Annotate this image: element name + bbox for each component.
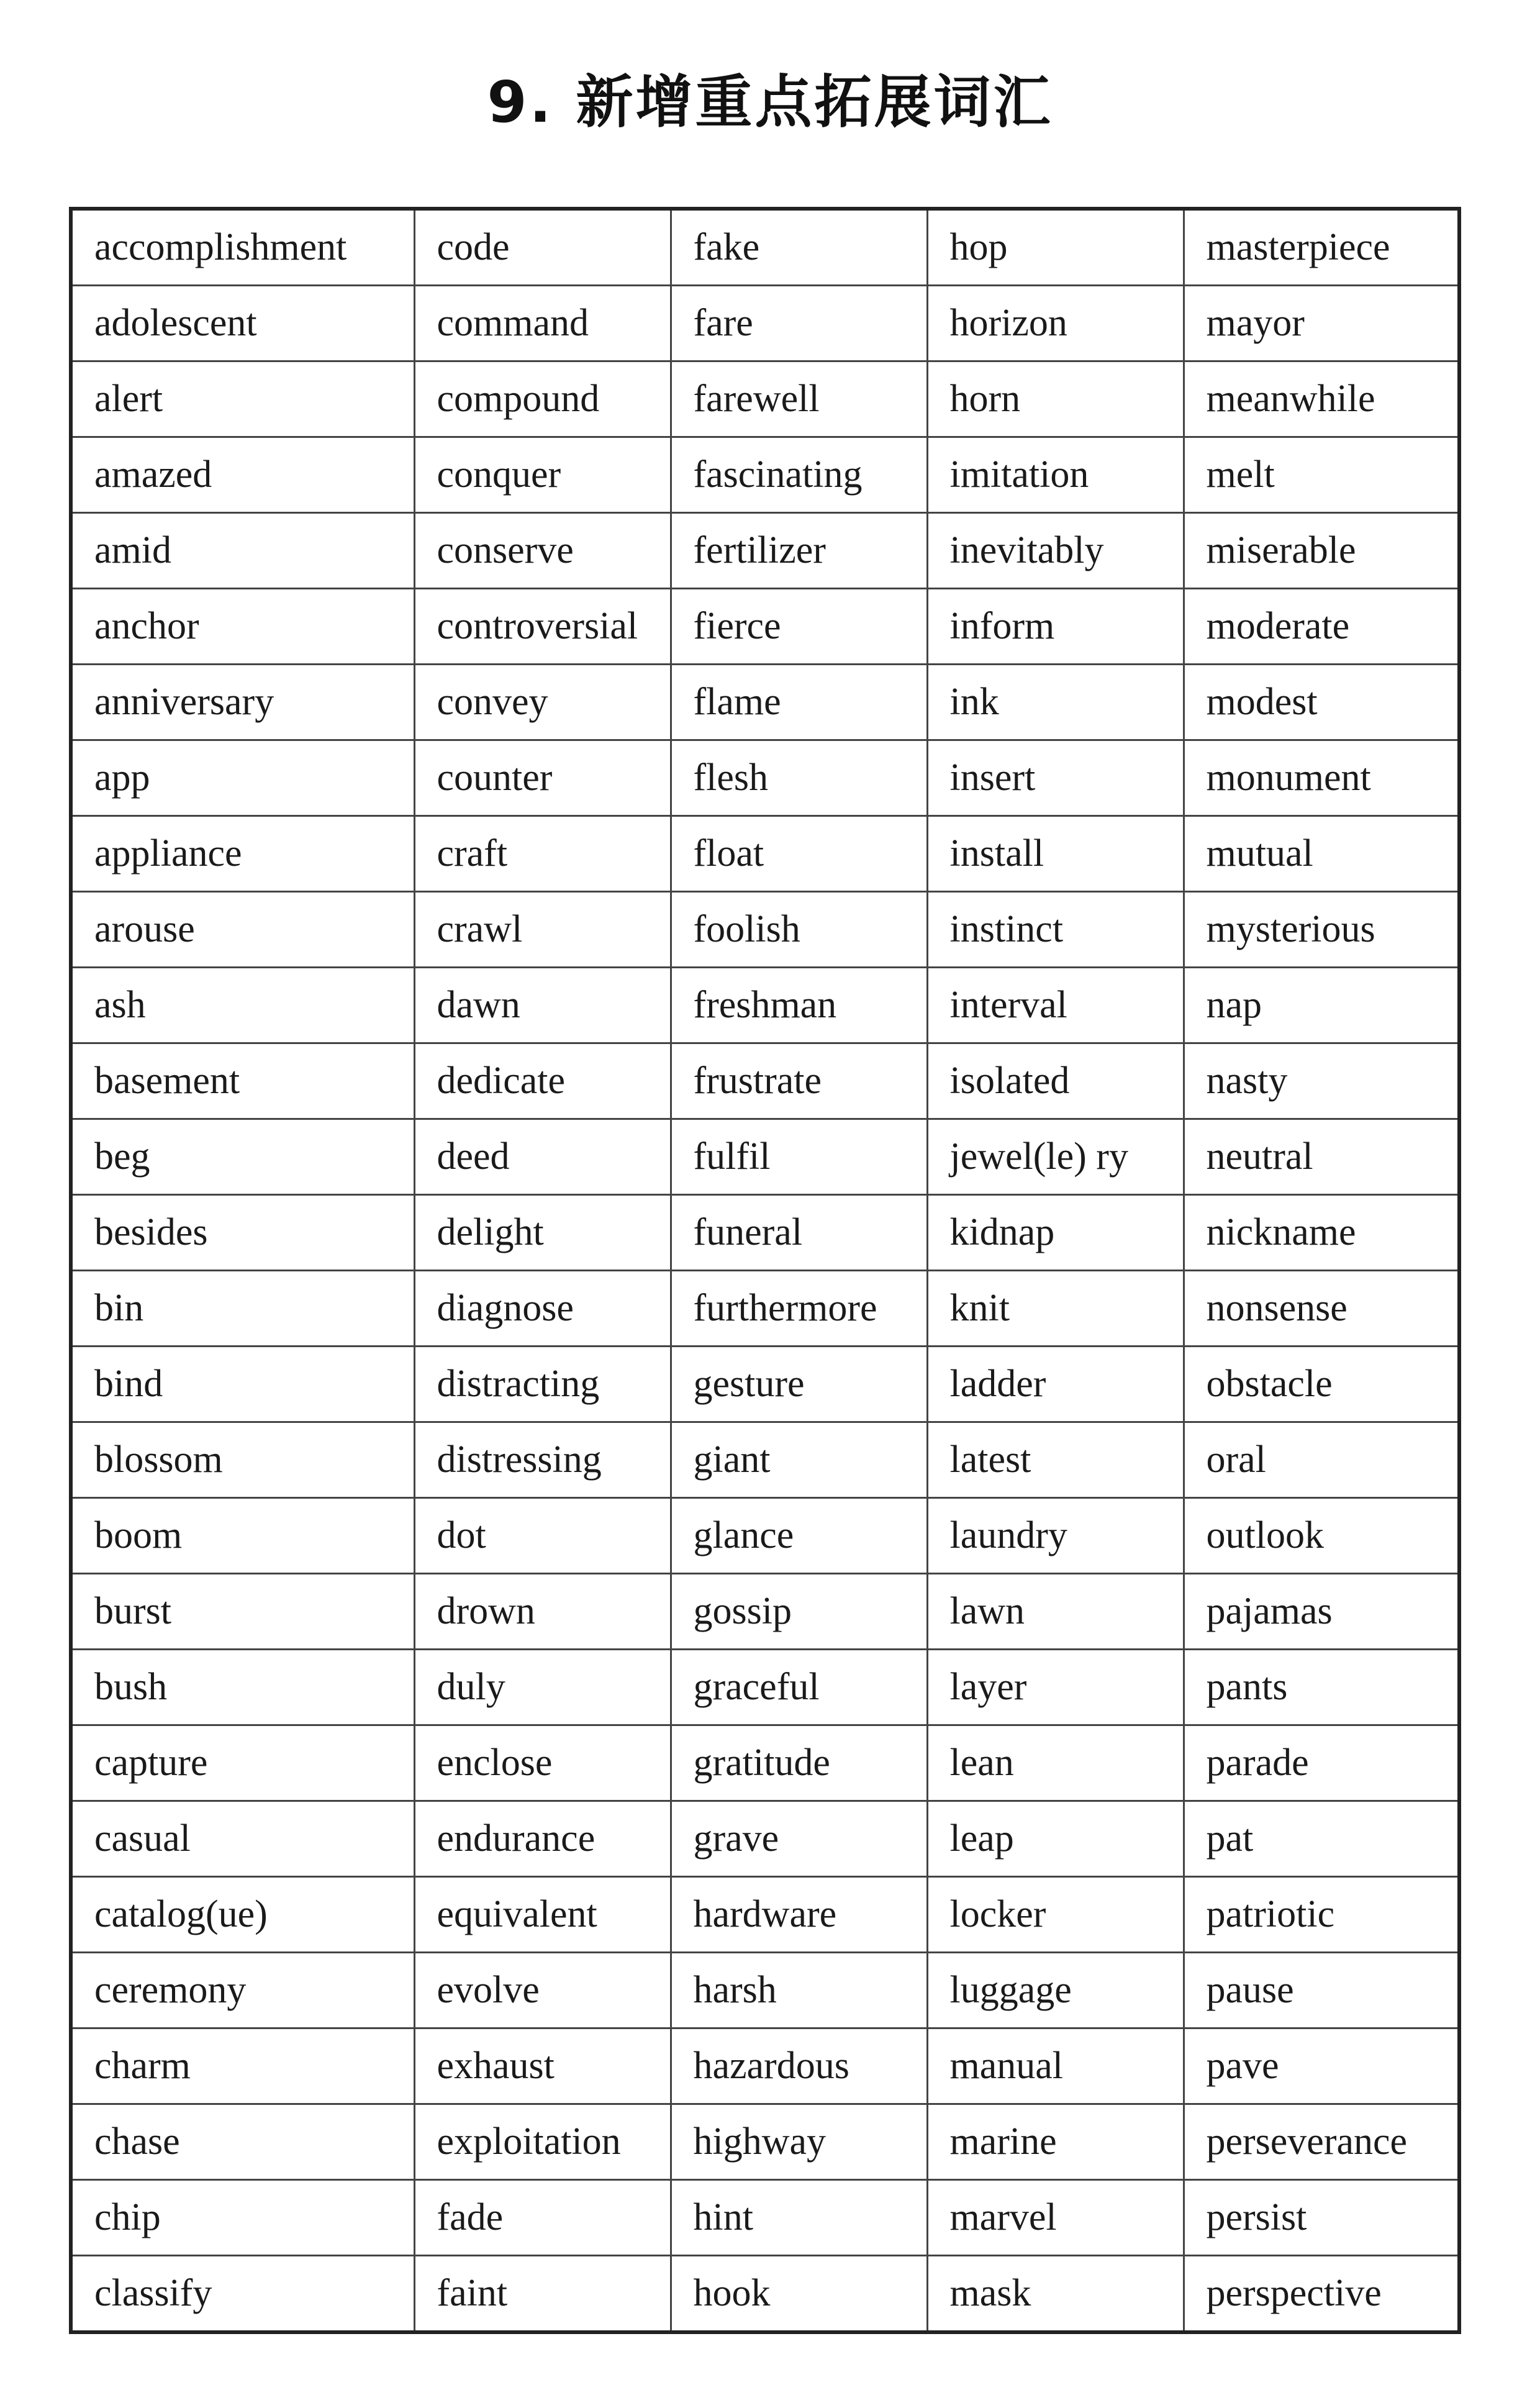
vocab-word-cell: moderate: [1184, 589, 1459, 665]
vocab-word-cell: nickname: [1184, 1195, 1459, 1271]
vocab-word-cell: foolish: [671, 892, 927, 968]
vocab-word-cell: melt: [1184, 437, 1459, 513]
vocab-word-cell: modest: [1184, 665, 1459, 740]
table-row: [71, 1043, 1459, 1119]
vocab-word-cell: monument: [1184, 740, 1459, 816]
vocab-word-cell: knit: [927, 1271, 1184, 1347]
vocab-word-cell: imitation: [927, 437, 1184, 513]
vocab-word-cell: perseverance: [1184, 2104, 1459, 2180]
vocab-word-cell: bin: [71, 1271, 414, 1347]
vocab-word-cell: pants: [1184, 1650, 1459, 1725]
vocab-word-cell: charm: [71, 2028, 414, 2104]
vocab-word-cell: gratitude: [671, 1725, 927, 1801]
table-row: [71, 286, 1459, 361]
vocab-word-cell: chase: [71, 2104, 414, 2180]
vocab-word-cell: nonsense: [1184, 1271, 1459, 1347]
vocab-word-cell: pause: [1184, 1953, 1459, 2028]
table-row: [71, 1498, 1459, 1574]
vocab-word-cell: lean: [927, 1725, 1184, 1801]
vocab-word-cell: beg: [71, 1119, 414, 1195]
table-row: [71, 1422, 1459, 1498]
vocab-word-cell: latest: [927, 1422, 1184, 1498]
vocab-word-cell: anniversary: [71, 665, 414, 740]
vocab-word-cell: frustrate: [671, 1043, 927, 1119]
vocab-word-cell: graceful: [671, 1650, 927, 1725]
vocab-word-cell: float: [671, 816, 927, 892]
vocab-word-cell: fierce: [671, 589, 927, 665]
vocab-word-cell: kidnap: [927, 1195, 1184, 1271]
vocab-word-cell: flame: [671, 665, 927, 740]
vocab-word-cell: dawn: [414, 968, 671, 1043]
table-row: [71, 1195, 1459, 1271]
vocab-word-cell: perspective: [1184, 2256, 1459, 2333]
vocab-word-cell: duly: [414, 1650, 671, 1725]
vocab-word-cell: pat: [1184, 1801, 1459, 1877]
vocab-word-cell: pave: [1184, 2028, 1459, 2104]
vocab-word-cell: funeral: [671, 1195, 927, 1271]
table-row: [71, 740, 1459, 816]
vocab-word-cell: ink: [927, 665, 1184, 740]
vocab-word-cell: outlook: [1184, 1498, 1459, 1574]
vocabulary-table-body: [71, 209, 1459, 2332]
vocab-word-cell: enclose: [414, 1725, 671, 1801]
table-row: [71, 968, 1459, 1043]
vocab-word-cell: harsh: [671, 1953, 927, 2028]
vocab-word-cell: persist: [1184, 2180, 1459, 2256]
vocab-word-cell: inform: [927, 589, 1184, 665]
vocab-word-cell: appliance: [71, 816, 414, 892]
vocab-word-cell: exploitation: [414, 2104, 671, 2180]
vocab-word-cell: diagnose: [414, 1271, 671, 1347]
vocab-word-cell: hazardous: [671, 2028, 927, 2104]
vocab-word-cell: faint: [414, 2256, 671, 2333]
vocab-word-cell: ash: [71, 968, 414, 1043]
vocab-word-cell: ladder: [927, 1347, 1184, 1422]
vocab-word-cell: mutual: [1184, 816, 1459, 892]
vocab-word-cell: jewel(le) ry: [927, 1119, 1184, 1195]
vocab-word-cell: evolve: [414, 1953, 671, 2028]
vocab-word-cell: adolescent: [71, 286, 414, 361]
vocab-word-cell: besides: [71, 1195, 414, 1271]
vocab-word-cell: dedicate: [414, 1043, 671, 1119]
vocab-word-cell: glance: [671, 1498, 927, 1574]
vocab-word-cell: convey: [414, 665, 671, 740]
vocab-word-cell: counter: [414, 740, 671, 816]
vocab-word-cell: farewell: [671, 361, 927, 437]
vocab-word-cell: freshman: [671, 968, 927, 1043]
vocab-word-cell: app: [71, 740, 414, 816]
table-row: [71, 1119, 1459, 1195]
vocab-word-cell: accomplishment: [71, 209, 414, 286]
vocab-word-cell: hop: [927, 209, 1184, 286]
vocab-word-cell: layer: [927, 1650, 1184, 1725]
vocab-word-cell: blossom: [71, 1422, 414, 1498]
vocab-word-cell: parade: [1184, 1725, 1459, 1801]
vocab-word-cell: install: [927, 816, 1184, 892]
vocab-word-cell: classify: [71, 2256, 414, 2333]
vocab-word-cell: luggage: [927, 1953, 1184, 2028]
vocab-word-cell: insert: [927, 740, 1184, 816]
vocab-word-cell: pajamas: [1184, 1574, 1459, 1650]
vocab-word-cell: hint: [671, 2180, 927, 2256]
vocab-word-cell: interval: [927, 968, 1184, 1043]
table-row: [71, 816, 1459, 892]
vocab-word-cell: boom: [71, 1498, 414, 1574]
page-title: 9. 新增重点拓展词汇: [487, 69, 1053, 135]
vocab-word-cell: obstacle: [1184, 1347, 1459, 1422]
vocabulary-table: [69, 207, 1461, 2334]
table-row: [71, 1347, 1459, 1422]
table-row: [71, 892, 1459, 968]
table-row: [71, 513, 1459, 589]
vocab-word-cell: masterpiece: [1184, 209, 1459, 286]
table-row: [71, 1574, 1459, 1650]
vocab-word-cell: neutral: [1184, 1119, 1459, 1195]
vocab-word-cell: mysterious: [1184, 892, 1459, 968]
vocab-word-cell: flesh: [671, 740, 927, 816]
vocab-word-cell: marvel: [927, 2180, 1184, 2256]
vocab-word-cell: craft: [414, 816, 671, 892]
vocab-word-cell: anchor: [71, 589, 414, 665]
vocab-word-cell: nasty: [1184, 1043, 1459, 1119]
vocab-word-cell: highway: [671, 2104, 927, 2180]
vocab-word-cell: exhaust: [414, 2028, 671, 2104]
vocab-word-cell: casual: [71, 1801, 414, 1877]
vocab-word-cell: isolated: [927, 1043, 1184, 1119]
vocab-word-cell: mayor: [1184, 286, 1459, 361]
vocab-word-cell: furthermore: [671, 1271, 927, 1347]
table-row: [71, 1650, 1459, 1725]
vocab-word-cell: bush: [71, 1650, 414, 1725]
vocab-word-cell: basement: [71, 1043, 414, 1119]
vocab-word-cell: conserve: [414, 513, 671, 589]
vocab-word-cell: conquer: [414, 437, 671, 513]
vocab-word-cell: deed: [414, 1119, 671, 1195]
vocab-word-cell: inevitably: [927, 513, 1184, 589]
table-row: [71, 1801, 1459, 1877]
vocab-word-cell: fake: [671, 209, 927, 286]
vocab-word-cell: manual: [927, 2028, 1184, 2104]
vocab-word-cell: oral: [1184, 1422, 1459, 1498]
vocab-word-cell: equivalent: [414, 1877, 671, 1953]
vocab-word-cell: patriotic: [1184, 1877, 1459, 1953]
vocab-word-cell: horn: [927, 361, 1184, 437]
vocab-word-cell: burst: [71, 1574, 414, 1650]
vocab-word-cell: lawn: [927, 1574, 1184, 1650]
vocab-word-cell: delight: [414, 1195, 671, 1271]
vocab-word-cell: catalog(ue): [71, 1877, 414, 1953]
table-row: [71, 665, 1459, 740]
vocab-word-cell: code: [414, 209, 671, 286]
vocab-word-cell: marine: [927, 2104, 1184, 2180]
vocab-word-cell: fade: [414, 2180, 671, 2256]
table-row: [71, 1725, 1459, 1801]
vocab-word-cell: hardware: [671, 1877, 927, 1953]
vocab-word-cell: giant: [671, 1422, 927, 1498]
vocab-word-cell: meanwhile: [1184, 361, 1459, 437]
vocab-word-cell: dot: [414, 1498, 671, 1574]
vocab-word-cell: distressing: [414, 1422, 671, 1498]
vocab-word-cell: alert: [71, 361, 414, 437]
vocab-word-cell: horizon: [927, 286, 1184, 361]
vocab-word-cell: laundry: [927, 1498, 1184, 1574]
vocab-word-cell: miserable: [1184, 513, 1459, 589]
vocab-word-cell: bind: [71, 1347, 414, 1422]
vocab-word-cell: controversial: [414, 589, 671, 665]
vocab-word-cell: nap: [1184, 968, 1459, 1043]
vocab-word-cell: fertilizer: [671, 513, 927, 589]
vocab-word-cell: mask: [927, 2256, 1184, 2333]
table-row: [71, 2180, 1459, 2256]
vocab-word-cell: grave: [671, 1801, 927, 1877]
vocab-word-cell: fare: [671, 286, 927, 361]
vocab-word-cell: leap: [927, 1801, 1184, 1877]
vocab-word-cell: drown: [414, 1574, 671, 1650]
vocab-word-cell: gossip: [671, 1574, 927, 1650]
table-row: [71, 1877, 1459, 1953]
vocab-word-cell: fulfil: [671, 1119, 927, 1195]
vocab-word-cell: capture: [71, 1725, 414, 1801]
vocab-word-cell: compound: [414, 361, 671, 437]
vocab-word-cell: instinct: [927, 892, 1184, 968]
table-row: [71, 2028, 1459, 2104]
vocab-word-cell: distracting: [414, 1347, 671, 1422]
vocab-word-cell: locker: [927, 1877, 1184, 1953]
vocab-word-cell: gesture: [671, 1347, 927, 1422]
table-row: [71, 437, 1459, 513]
table-row: [71, 209, 1459, 286]
vocab-word-cell: amazed: [71, 437, 414, 513]
table-row: [71, 1271, 1459, 1347]
table-row: [71, 1953, 1459, 2028]
vocab-word-cell: crawl: [414, 892, 671, 968]
vocab-word-cell: arouse: [71, 892, 414, 968]
table-row: [71, 361, 1459, 437]
vocab-word-cell: endurance: [414, 1801, 671, 1877]
vocab-word-cell: ceremony: [71, 1953, 414, 2028]
table-row: [71, 589, 1459, 665]
vocab-word-cell: hook: [671, 2256, 927, 2333]
table-row: [71, 2104, 1459, 2180]
vocab-word-cell: chip: [71, 2180, 414, 2256]
vocab-word-cell: command: [414, 286, 671, 361]
table-row: [71, 2256, 1459, 2333]
vocab-word-cell: fascinating: [671, 437, 927, 513]
vocab-word-cell: amid: [71, 513, 414, 589]
